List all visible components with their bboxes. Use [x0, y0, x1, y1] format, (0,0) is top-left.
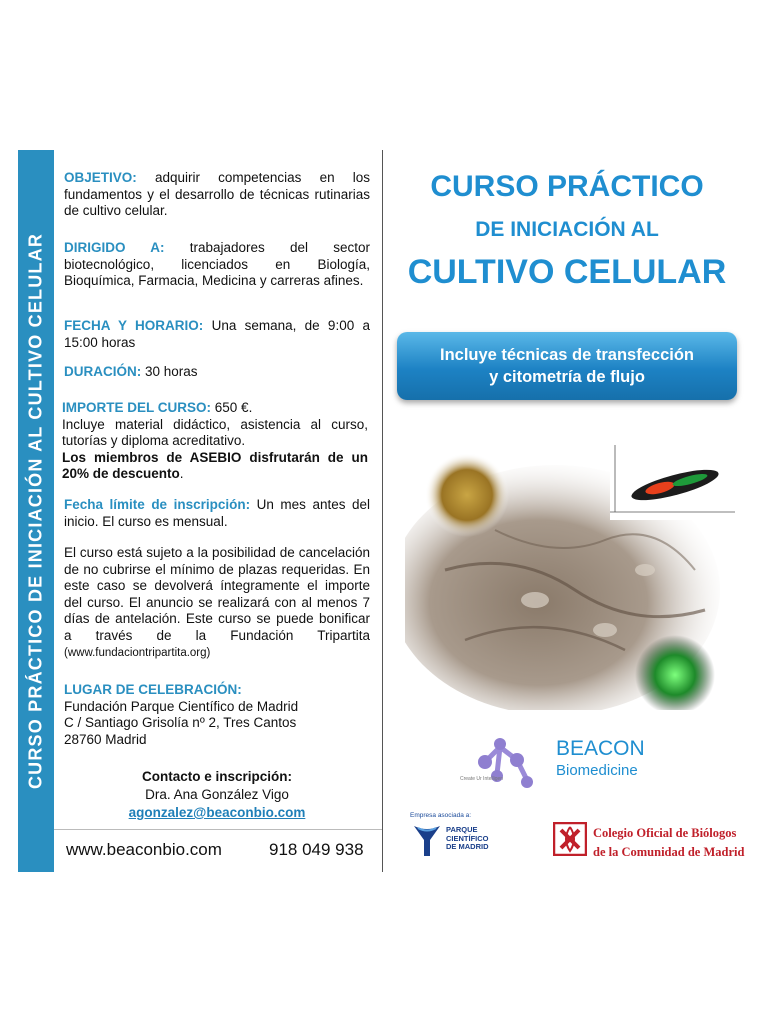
objetivo-text: adquirir competencias en los fundamentos y el desarrollo de técnicas rutinarias de cultivo celular.: [64, 170, 370, 218]
title-line-1: CURSO PRÁCTICO: [430, 170, 704, 203]
pcm-line-3: DE MADRID: [446, 842, 489, 851]
beacon-logo-icon: [455, 732, 545, 792]
footer-website[interactable]: www.beaconbio.com: [66, 840, 222, 859]
pcm-line-1: PARQUE: [446, 825, 478, 834]
objetivo-section: [64, 170, 370, 220]
importe-discount-end: .: [179, 466, 184, 481]
pcm-logo-icon: [412, 822, 442, 858]
contact-email-link[interactable]: agonzalez@beaconbio.com: [128, 805, 306, 820]
fecha-horario-section: [64, 318, 370, 351]
beacon-caption: Create Ur Intelligen: [460, 776, 504, 782]
lugar-line3: 28760 Madrid: [64, 731, 147, 747]
fecha-horario-label: FECHA Y HORARIO:: [64, 318, 204, 333]
fecha-limite-text: Un mes antes del inicio. El curso es mensual.: [64, 497, 370, 529]
fecha-horario-text: Una semana, de 9:00 a 15:00 horas: [64, 318, 370, 350]
dirigido-section: [64, 240, 370, 290]
bonificacion-url: (www.fundaciontripartita.org): [64, 647, 211, 659]
fecha-limite-label: Fecha límite de inscripción:: [64, 497, 251, 512]
importe-includes: Incluye material didáctico, asistencia al curso, tutorías y diploma acreditativo.: [62, 416, 368, 448]
condiciones-text: El curso está sujeto a la posibilidad de cancelación de no cubrirse el mínimo de plazas requeridas. En este caso se devolverá íntegramente el importe del curso. El anuncio se realizará con al menos 7 días de antelación.: [64, 545, 370, 626]
cob-logo-icon: [553, 822, 587, 856]
beacon-name: BEACON: [556, 737, 645, 760]
cell-culture-image: [405, 440, 745, 710]
side-band-title: CURSO PRÁCTICO DE INICIACIÓN AL CULTIVO CELULAR: [25, 232, 46, 790]
banner-line-1: Incluye técnicas de transfección: [439, 346, 695, 364]
title-line-3: CULTIVO CELULAR: [407, 253, 727, 291]
contact-title: Contacto e inscripción:: [141, 769, 293, 784]
title-line-2: DE INICIACIÓN AL: [475, 218, 659, 241]
contact-name: Dra. Ana González Vigo: [145, 787, 289, 802]
footer-divider: [54, 829, 382, 830]
pcm-line-2: CIENTÍFICO: [446, 833, 489, 843]
importe-section: [62, 400, 368, 483]
side-band: [18, 150, 54, 872]
footer-phone: 918 049 938: [269, 840, 364, 859]
dirigido-text: trabajadores del sector biotecnológico, licenciados en Biología, Bioquímica, Farmacia, Medicina y carreras afines.: [64, 240, 370, 288]
beacon-subtitle: Biomedicine: [556, 762, 638, 779]
duracion-section: [64, 364, 370, 381]
cob-text: [593, 824, 744, 862]
empresa-asociada-label: Empresa asociada a:: [410, 812, 472, 819]
duracion-label: DURACIÓN:: [64, 364, 142, 379]
objetivo-label: OBJETIVO:: [64, 170, 137, 185]
condiciones-section: [64, 545, 370, 662]
cob-line-1: Colegio Oficial de Biólogos: [593, 826, 737, 840]
duracion-text: 30 horas: [145, 364, 198, 379]
pcm-text: [446, 826, 489, 852]
fold-line: [382, 150, 383, 872]
importe-discount: Los miembros de ASEBIO disfrutarán de un 20% de descuento: [62, 449, 368, 481]
importe-label: IMPORTE DEL CURSO:: [62, 400, 212, 415]
dirigido-label: DIRIGIDO A:: [64, 240, 165, 255]
feature-banner: [397, 332, 737, 400]
importe-price: 650 €.: [214, 400, 253, 415]
banner-line-2: y citometría de flujo: [489, 368, 645, 386]
lugar-section: [64, 682, 370, 748]
lugar-line1: Fundación Parque Científico de Madrid: [64, 698, 299, 714]
contact-block: [64, 768, 370, 822]
cob-line-2: de la Comunidad de Madrid: [593, 845, 745, 859]
lugar-line2: C / Santiago Grisolía nº 2, Tres Cantos: [64, 715, 297, 730]
fecha-limite-section: [64, 497, 370, 530]
lugar-label: LUGAR DE CELEBRACIÓN:: [64, 682, 242, 697]
bonificacion-text: Este curso se puede bonificar a través de la Fundación Tripartita: [64, 611, 370, 643]
